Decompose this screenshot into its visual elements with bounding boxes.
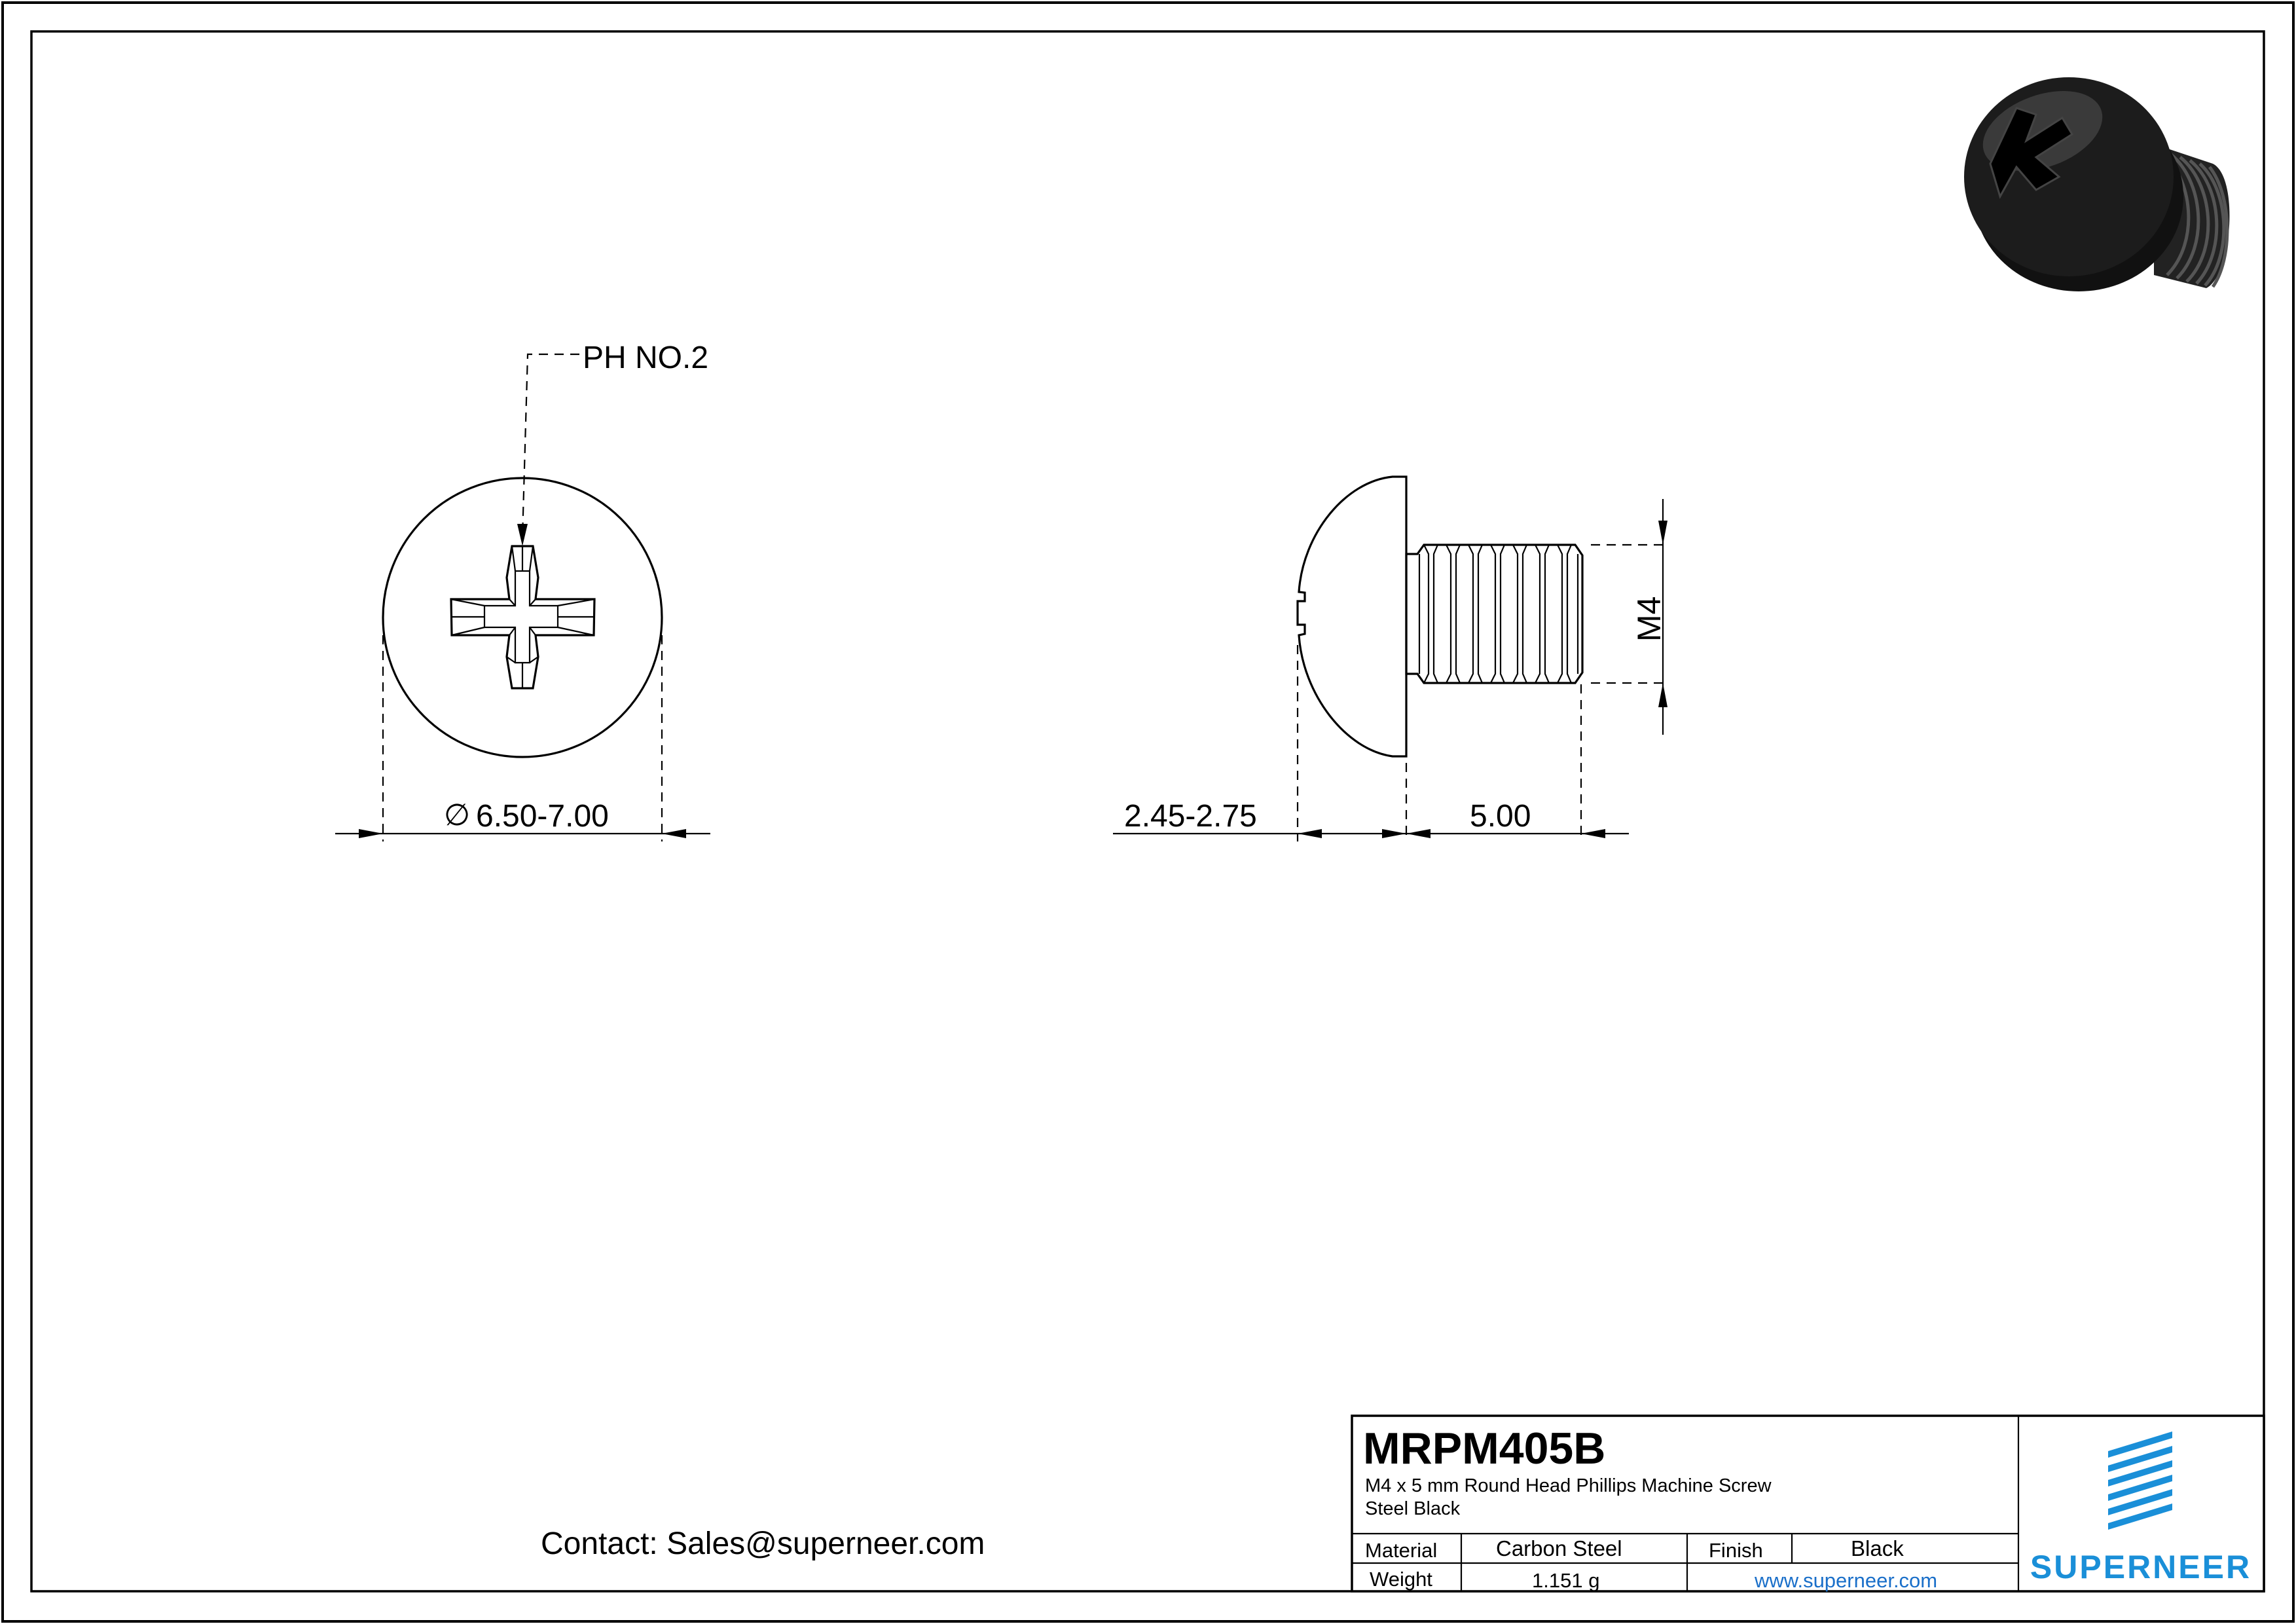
phillips-recess-facets: [451, 546, 594, 688]
length-arrow-left: [1406, 829, 1430, 838]
callout-ph-no2: PH NO.2: [583, 341, 709, 375]
finish-label: Finish: [1709, 1539, 1763, 1562]
length-arrow-right: [1581, 829, 1605, 838]
head-height-arrow-left: [1298, 829, 1322, 838]
website-link[interactable]: www.superneer.com: [1755, 1569, 1938, 1592]
material-value: Carbon Steel: [1496, 1536, 1622, 1560]
dimension-length: 5.00: [1470, 799, 1531, 834]
head-height-arrow-right: [1382, 829, 1406, 838]
dimension-head-height: 2.45-2.75: [1124, 799, 1257, 834]
brand-name: SUPERNEER: [2030, 1549, 2252, 1585]
callout-leader: [522, 354, 579, 537]
contact-email: Contact: Sales@superneer.com: [541, 1526, 985, 1561]
dimension-thread-m4: M4: [1631, 596, 1667, 642]
thread-arrow-top: [1658, 521, 1667, 545]
description-line1: M4 x 5 mm Round Head Phillips Machine Screw: [1365, 1475, 1772, 1496]
side-extension-lines: [1298, 645, 1581, 841]
title-block: [1352, 1416, 2264, 1592]
side-view: [1113, 477, 1668, 841]
diameter-arrow-left: [359, 829, 383, 838]
screw-3d-image: [1964, 76, 2229, 291]
weight-value: 1.151 g: [1532, 1569, 1600, 1592]
material-label: Material: [1365, 1539, 1438, 1562]
phillips-recess-inner: [484, 571, 558, 663]
thread-crests: [1419, 545, 1578, 683]
finish-value: Black: [1851, 1536, 1904, 1560]
weight-label: Weight: [1370, 1568, 1432, 1591]
callout-arrowhead: [517, 524, 528, 546]
head-profile: [1298, 477, 1406, 756]
description-line2: Steel Black: [1365, 1498, 1461, 1519]
thread-arrow-bottom: [1658, 683, 1667, 707]
thread-outline: [1406, 545, 1582, 683]
diameter-arrow-right: [662, 829, 686, 838]
dimension-head-diameter: 6.50-7.00: [476, 799, 609, 834]
diameter-symbol: ∅: [444, 798, 471, 832]
part-number: MRPM405B: [1363, 1424, 1606, 1473]
head-outline-circle: [383, 478, 662, 757]
front-view: [335, 341, 710, 841]
